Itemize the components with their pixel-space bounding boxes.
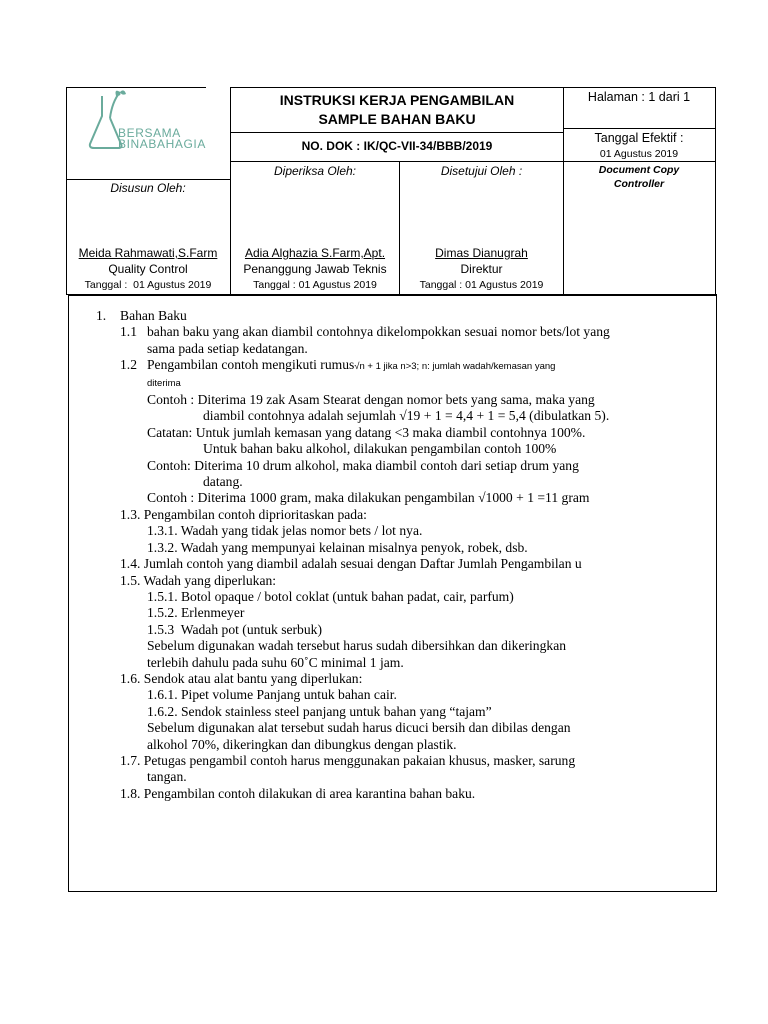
item-text: tangan. xyxy=(147,769,187,785)
example-text: Contoh : Diterima 1000 gram, maka dilakukan pengambilan √1000 + 1 =11 gram xyxy=(147,490,590,506)
item-1-4 xyxy=(96,556,706,572)
item-text: 1.5.3 Wadah pot (untuk serbuk) xyxy=(147,621,322,637)
example-2 xyxy=(96,458,706,474)
logo-text-line1: BERSAMA xyxy=(118,126,181,140)
content-body xyxy=(96,308,706,802)
item-1-3-2 xyxy=(96,540,706,556)
approved-by-name: Dimas Dianugrah xyxy=(435,246,528,260)
example-text: diambil contohnya adalah sejumlah √19 + 1 = 4,4 + 1 = 5,4 (dibulatkan 5). xyxy=(203,408,610,424)
item-text: 1.5. Wadah yang diperlukan: xyxy=(120,572,277,588)
item-text: 1.6.2. Sendok stainless steel panjang untuk bahan yang “tajam” xyxy=(147,703,492,719)
company-logo xyxy=(82,88,222,158)
item-text: 1.3.2. Wadah yang mempunyai kelainan misalnya penyok, robek, dsb. xyxy=(147,539,528,555)
logo-text-line2: BINABAHAGIA xyxy=(118,137,206,151)
section-1 xyxy=(96,308,706,324)
effective-date: 01 Agustus 2019 xyxy=(599,148,679,160)
item-number: 1.1 xyxy=(120,324,137,340)
note-text: Catatan: Untuk jumlah kemasan yang datang <3 maka diambil contohnya 100%. xyxy=(147,424,586,440)
item-1-6 xyxy=(96,671,706,687)
copy-controller-line1: Document Copy xyxy=(598,164,680,176)
item-1-2-cont xyxy=(96,376,706,392)
item-text: terlebih dahulu pada suhu 60˚C minimal 1 jam. xyxy=(147,654,404,670)
checked-by-label: Diperiksa Oleh: xyxy=(273,164,357,178)
item-1-6-note xyxy=(96,720,706,736)
checked-by-date: Tanggal : 01 Agustus 2019 xyxy=(253,279,377,291)
item-text: 1.5.1. Botol opaque / botol coklat (untuk bahan padat, cair, parfum) xyxy=(147,588,514,604)
example-text: datang. xyxy=(203,474,243,490)
item-1-2 xyxy=(96,357,706,375)
section-number: 1. xyxy=(96,308,107,323)
item-1-1 xyxy=(96,324,706,340)
item-text: Sebelum digunakan wadah tersebut harus sudah dibersihkan dan dikeringkan xyxy=(147,638,567,654)
approved-by-title: Direktur xyxy=(460,262,503,276)
example-1 xyxy=(96,392,706,408)
item-text: Pengambilan contoh mengikuti rumus xyxy=(147,357,355,373)
doc-title-line2: SAMPLE BAHAN BAKU xyxy=(318,111,476,127)
item-number: 1.2 xyxy=(120,357,137,373)
item-text: 1.7. Petugas pengambil contoh harus menggunakan pakaian khusus, masker, sarung xyxy=(120,752,576,768)
item-text: diterima xyxy=(147,377,181,389)
item-text: 1.3. Pengambilan contoh diprioritaskan pada: xyxy=(120,506,367,522)
approved-by-label: Disetujui Oleh : xyxy=(440,164,523,178)
item-1-7-cont xyxy=(96,769,706,785)
item-1-1-cont xyxy=(96,341,706,357)
item-text: bahan baku yang akan diambil contohnya dikelompokkan sesuai nomor bets/lot yang xyxy=(147,324,610,340)
section-title: Bahan Baku xyxy=(120,308,187,323)
note-text: Untuk bahan baku alkohol, dilakukan pengambilan contoh 100% xyxy=(203,441,557,457)
example-2-cont xyxy=(96,474,706,490)
item-1-8 xyxy=(96,786,706,802)
item-text: 1.3.1. Wadah yang tidak jelas nomor bets / lot nya. xyxy=(147,523,423,539)
item-text: 1.6.1. Pipet volume Panjang untuk bahan cair. xyxy=(147,687,397,703)
item-1-5-1 xyxy=(96,589,706,605)
item-1-5-note xyxy=(96,638,706,654)
copy-controller-line2: Controller xyxy=(613,178,665,190)
item-1-6-note-cont xyxy=(96,737,706,753)
note-1-cont xyxy=(96,441,706,457)
example-1-cont xyxy=(96,408,706,424)
checked-by-name: Adia Alghazia S.Farm,Apt. xyxy=(244,246,386,260)
effective-label: Tanggal Efektif : xyxy=(594,131,684,145)
prepared-by-label: Disusun Oleh: xyxy=(110,181,186,195)
prepared-by-title: Quality Control xyxy=(108,262,188,276)
item-text: Sebelum digunakan alat tersebut sudah harus dicuci bersih dan dibilas dengan xyxy=(147,720,571,736)
checked-by-title: Penanggung Jawab Teknis xyxy=(243,262,387,276)
item-1-6-2 xyxy=(96,704,706,720)
example-3 xyxy=(96,490,706,506)
item-text: sama pada setiap kedatangan. xyxy=(147,340,308,356)
item-1-3 xyxy=(96,507,706,523)
item-1-5 xyxy=(96,573,706,589)
doc-title-line1: INSTRUKSI KERJA PENGAMBILAN xyxy=(279,92,515,108)
approved-by-date: Tanggal : 01 Agustus 2019 xyxy=(419,279,544,291)
item-text: 1.4. Jumlah contoh yang diambil adalah sesuai dengan Daftar Jumlah Pengambilan u xyxy=(120,556,582,572)
page-number: Halaman : 1 dari 1 xyxy=(587,90,691,104)
sample-formula: √n + 1 jika n>3; n: jumlah wadah/kemasan yang xyxy=(354,361,556,373)
note-1 xyxy=(96,425,706,441)
item-1-5-2 xyxy=(96,605,706,621)
item-1-5-note-cont xyxy=(96,655,706,671)
item-1-7 xyxy=(96,753,706,769)
doc-number: NO. DOK : IK/QC-VII-34/BBB/2019 xyxy=(301,139,493,153)
item-text: 1.6. Sendok atau alat bantu yang diperlukan: xyxy=(120,670,363,686)
item-text: 1.8. Pengambilan contoh dilakukan di area karantina bahan baku. xyxy=(120,785,476,801)
prepared-by-date: Tanggal : 01 Agustus 2019 xyxy=(84,279,212,291)
document-copy-controller xyxy=(564,163,714,191)
prepared-by-name: Meida Rahmawati,S.Farm xyxy=(78,246,218,260)
example-text: Contoh : Diterima 19 zak Asam Stearat dengan nomor bets yang sama, maka yang xyxy=(147,392,595,408)
item-text: 1.5.2. Erlenmeyer xyxy=(147,605,245,621)
item-1-3-1 xyxy=(96,523,706,539)
item-1-5-3 xyxy=(96,622,706,638)
example-text: Contoh: Diterima 10 drum alkohol, maka diambil contoh dari setiap drum yang xyxy=(147,457,579,473)
item-1-6-1 xyxy=(96,687,706,703)
item-text: alkohol 70%, dikeringkan dan dibungkus dengan plastik. xyxy=(147,736,457,752)
